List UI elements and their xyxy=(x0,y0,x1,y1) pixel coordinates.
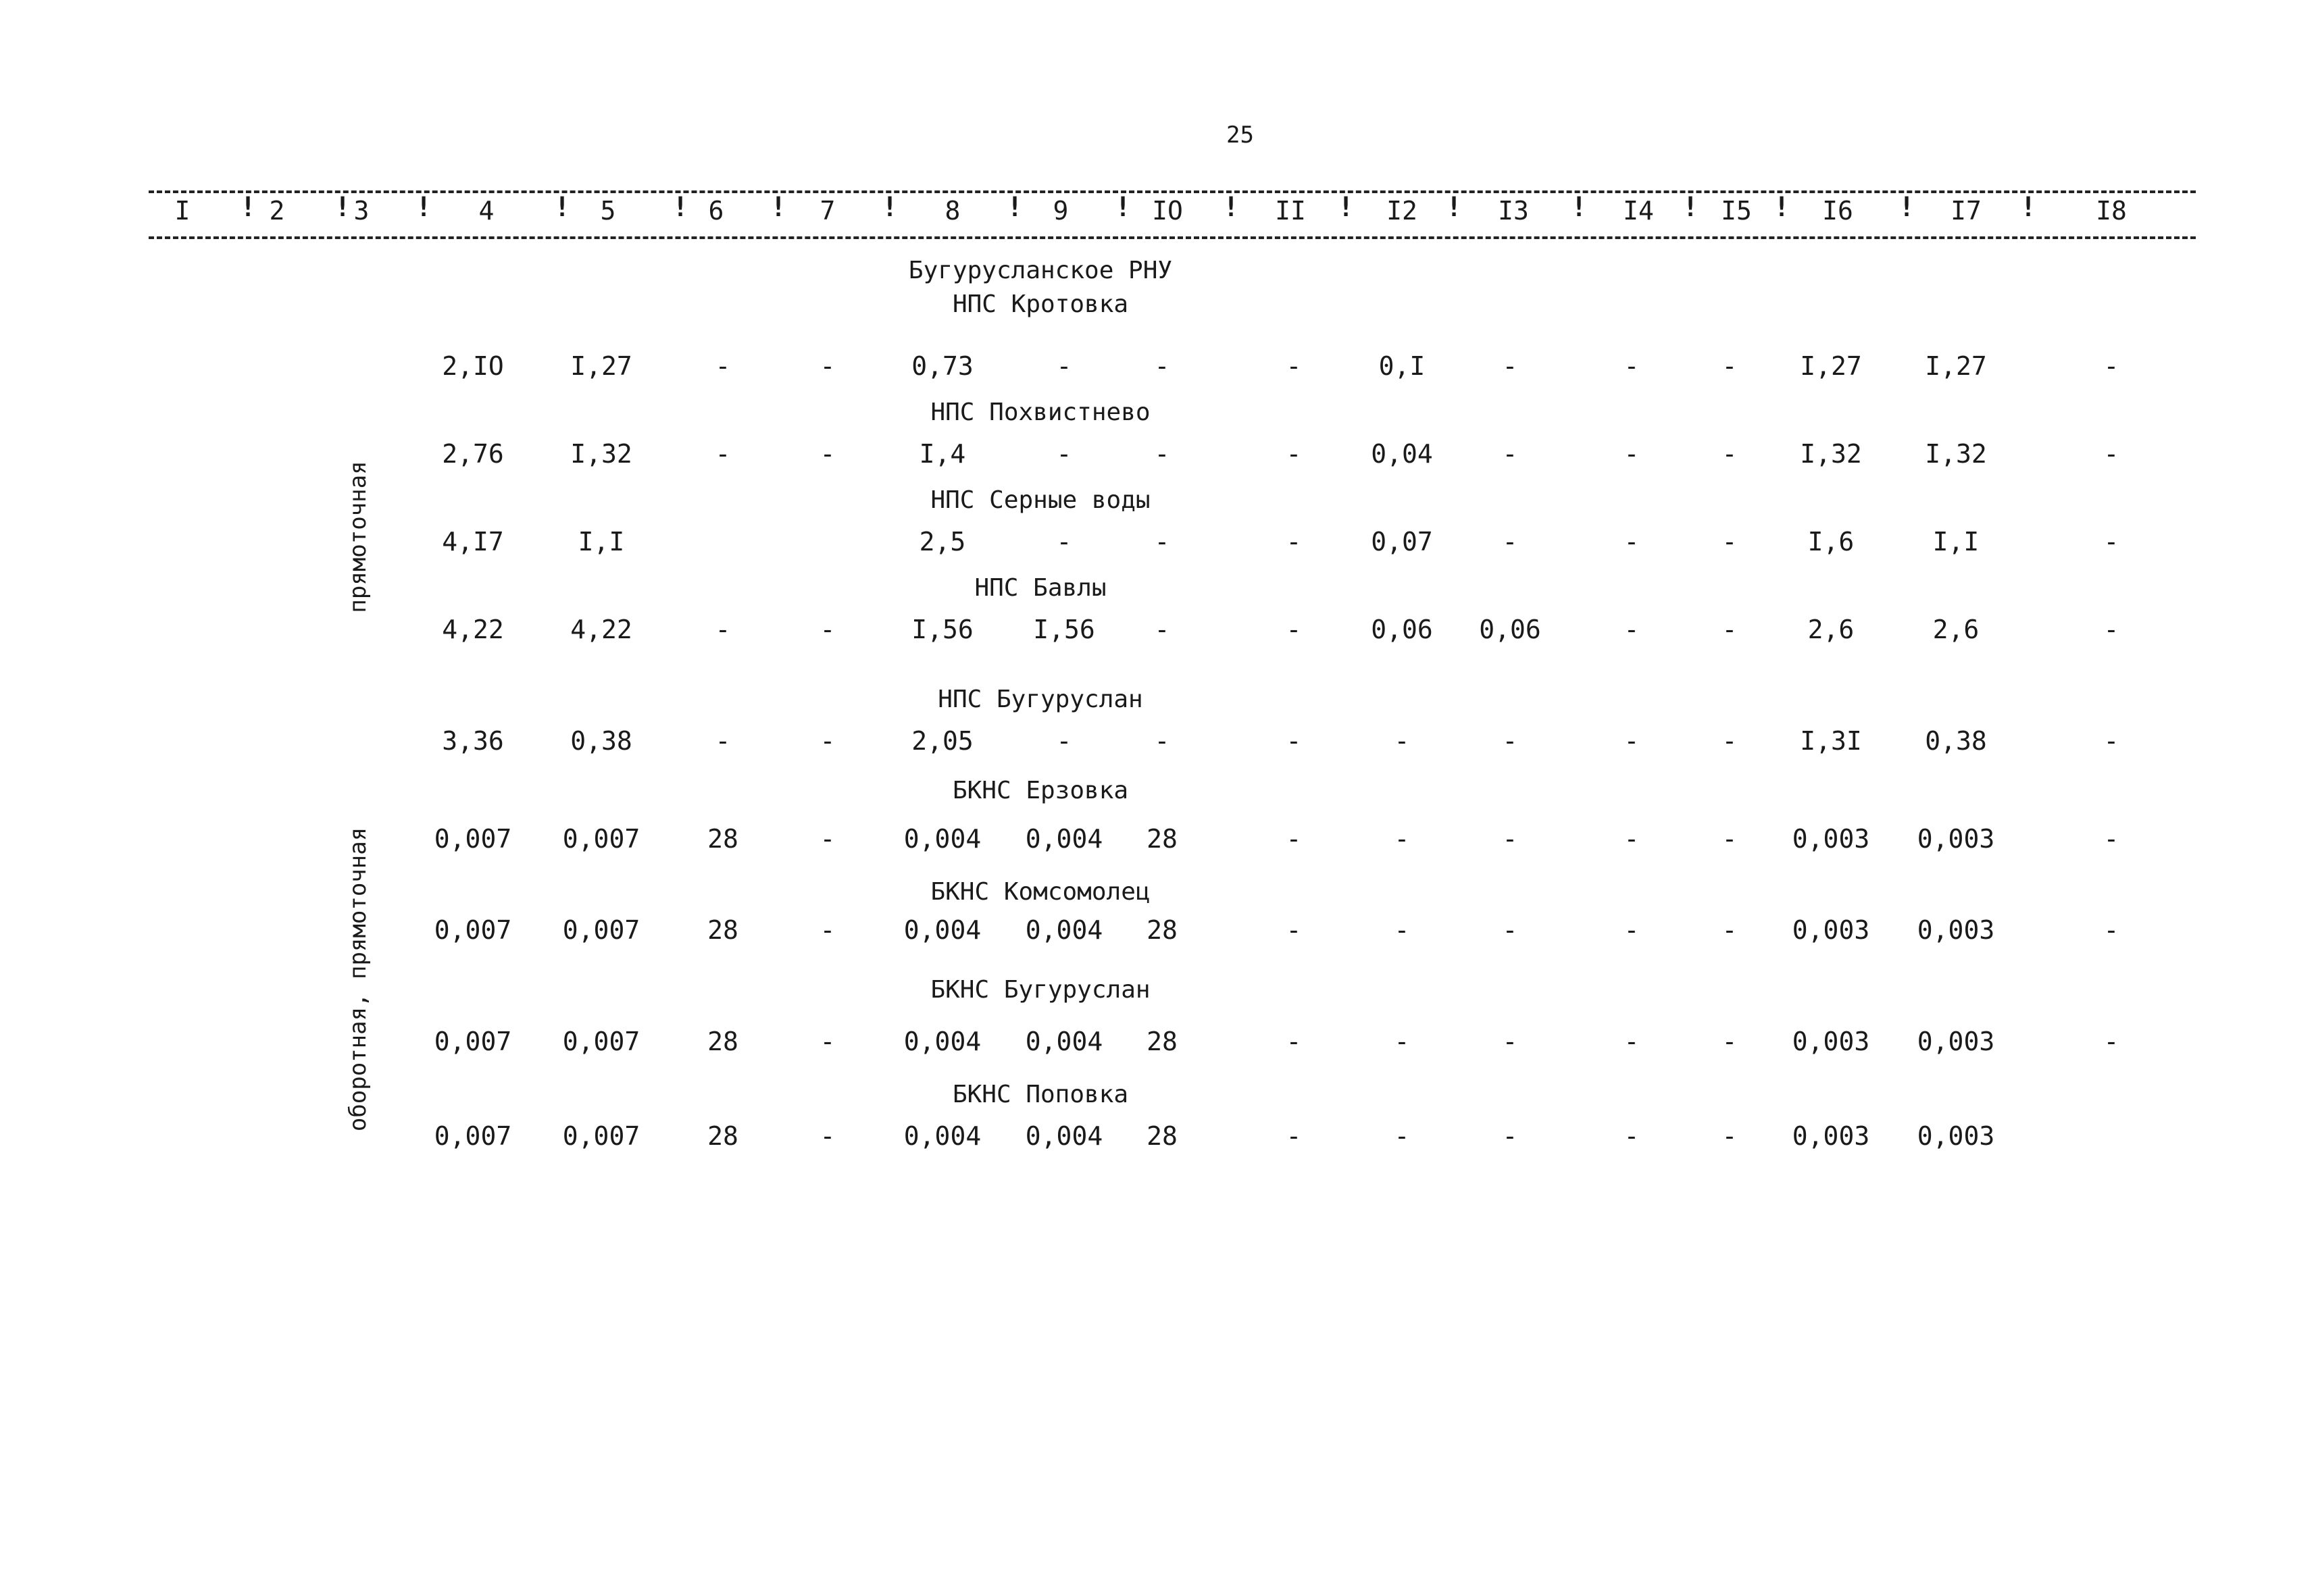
column-header: I4 xyxy=(1623,196,1654,226)
table-cell: I,32 xyxy=(1925,439,1987,469)
column-separator: ! xyxy=(882,192,899,223)
table-cell: 0,004 xyxy=(1025,824,1103,854)
table-cell: - xyxy=(1624,1121,1640,1151)
table-cell: - xyxy=(2103,351,2119,381)
table-cell: - xyxy=(1154,351,1170,381)
table-cell: 0,007 xyxy=(434,915,512,945)
column-header: 3 xyxy=(353,196,370,226)
table-cell: 0,007 xyxy=(562,1121,640,1151)
table-cell: - xyxy=(1624,726,1640,756)
column-separator: ! xyxy=(416,192,432,223)
table-cell: 0,003 xyxy=(1917,1027,1995,1056)
table-cell: - xyxy=(1624,615,1640,644)
table-cell: - xyxy=(1394,1121,1410,1151)
section-title: НПС Бугуруслан xyxy=(938,686,1143,713)
table-cell: 0,003 xyxy=(1792,1027,1870,1056)
table-cell: - xyxy=(1154,527,1170,557)
table-cell: - xyxy=(1286,351,1302,381)
column-separator: ! xyxy=(1898,192,1915,223)
column-separator: ! xyxy=(1571,192,1588,223)
table-cell: 28 xyxy=(1147,1121,1178,1151)
table-cell: 0,004 xyxy=(1025,1027,1103,1056)
column-separator: ! xyxy=(1115,192,1132,223)
table-cell: - xyxy=(820,1121,836,1151)
table-cell: - xyxy=(1056,527,1072,557)
section-title: БКНС Ерзовка xyxy=(952,777,1129,804)
table-cell: - xyxy=(820,824,836,854)
table-cell: 0,003 xyxy=(1792,824,1870,854)
table-cell: - xyxy=(2103,615,2119,644)
column-header: 6 xyxy=(708,196,724,226)
table-cell: 0,003 xyxy=(1792,915,1870,945)
table-cell: 0,003 xyxy=(1917,915,1995,945)
table-cell: - xyxy=(2103,439,2119,469)
table-cell: - xyxy=(820,915,836,945)
table-cell: - xyxy=(1721,824,1738,854)
section-title: НПС Кротовка xyxy=(952,290,1129,318)
table-cell: 0,003 xyxy=(1917,824,1995,854)
table-cell: 0,73 xyxy=(911,351,974,381)
table-cell: - xyxy=(715,615,731,644)
table-cell: - xyxy=(1286,439,1302,469)
table-cell: 28 xyxy=(707,915,738,945)
table-cell: - xyxy=(1056,351,1072,381)
table-cell: I,4 xyxy=(919,439,966,469)
section-title: БКНС Поповка xyxy=(952,1081,1129,1108)
table-cell: - xyxy=(1154,439,1170,469)
table-cell: - xyxy=(1286,1121,1302,1151)
column-header: I2 xyxy=(1386,196,1417,226)
table-cell: - xyxy=(2103,915,2119,945)
table-cell: 0,003 xyxy=(1917,1121,1995,1151)
table-cell: I,27 xyxy=(570,351,632,381)
table-cell: - xyxy=(1286,824,1302,854)
table-cell: - xyxy=(1394,1027,1410,1056)
column-header: 9 xyxy=(1053,196,1069,226)
table-cell: I,I xyxy=(578,527,625,557)
table-cell: - xyxy=(1502,1121,1518,1151)
table-cell: 0,007 xyxy=(434,1121,512,1151)
table-cell: 4,22 xyxy=(442,615,504,644)
table-cell: - xyxy=(1624,915,1640,945)
table-cell: 2,6 xyxy=(1807,615,1855,644)
table-cell: I,56 xyxy=(911,615,974,644)
column-header: 2 xyxy=(269,196,285,226)
table-cell: - xyxy=(820,726,836,756)
group-label-circulating-direct: оборотная, прямоточная xyxy=(345,827,372,1132)
column-header: IO xyxy=(1152,196,1183,226)
table-cell: - xyxy=(1286,615,1302,644)
table-cell: - xyxy=(1502,439,1518,469)
table-cell: - xyxy=(1286,1027,1302,1056)
column-header: 8 xyxy=(945,196,961,226)
section-title: Бугурусланское РНУ xyxy=(908,257,1173,284)
section-title: НПС Похвистнево xyxy=(930,398,1151,426)
table-cell: - xyxy=(1286,527,1302,557)
table-cell: - xyxy=(1394,726,1410,756)
table-cell: - xyxy=(1624,824,1640,854)
table-cell: 0,38 xyxy=(1925,726,1987,756)
column-separator: ! xyxy=(1774,192,1790,223)
table-cell: - xyxy=(1624,1027,1640,1056)
table-cell: 0,06 xyxy=(1371,615,1433,644)
section-title: НПС Серные воды xyxy=(930,486,1151,514)
table-cell: - xyxy=(1502,527,1518,557)
table-cell: I,27 xyxy=(1800,351,1862,381)
table-cell: - xyxy=(1721,1027,1738,1056)
column-separator: ! xyxy=(1682,192,1699,223)
table-cell: - xyxy=(715,726,731,756)
table-cell: - xyxy=(2103,1027,2119,1056)
table-cell: 2,6 xyxy=(1932,615,1980,644)
table-cell: - xyxy=(2103,824,2119,854)
section-title: НПС Бавлы xyxy=(974,574,1107,602)
table-cell: - xyxy=(1056,439,1072,469)
column-header: I7 xyxy=(1951,196,1982,226)
column-separator: ! xyxy=(240,192,257,223)
table-cell: 0,04 xyxy=(1371,439,1433,469)
table-cell: - xyxy=(1394,915,1410,945)
table-cell: - xyxy=(1721,439,1738,469)
table-cell: - xyxy=(820,351,836,381)
table-header xyxy=(0,192,2314,230)
table-cell: 0,38 xyxy=(570,726,632,756)
header-top-rule xyxy=(149,190,2196,193)
table-cell: 2,76 xyxy=(442,439,504,469)
table-cell: 2,IO xyxy=(442,351,504,381)
table-cell: 0,004 xyxy=(903,1121,982,1151)
column-separator: ! xyxy=(554,192,571,223)
column-header: II xyxy=(1275,196,1306,226)
table-cell: 0,004 xyxy=(903,1027,982,1056)
table-cell: - xyxy=(1154,615,1170,644)
column-header: 7 xyxy=(820,196,836,226)
table-cell: 0,004 xyxy=(1025,1121,1103,1151)
table-cell: 28 xyxy=(1147,915,1178,945)
table-cell: 0,007 xyxy=(562,824,640,854)
table-cell: - xyxy=(1502,824,1518,854)
column-separator: ! xyxy=(672,192,689,223)
table-cell: 0,007 xyxy=(434,1027,512,1056)
table-cell: - xyxy=(820,615,836,644)
column-header: I3 xyxy=(1498,196,1529,226)
table-cell: 0,07 xyxy=(1371,527,1433,557)
table-cell: - xyxy=(1286,726,1302,756)
table-cell: 4,22 xyxy=(570,615,632,644)
header-bottom-rule xyxy=(149,236,2196,239)
table-cell: I,I xyxy=(1932,527,1980,557)
column-separator: ! xyxy=(770,192,787,223)
table-cell: 2,5 xyxy=(919,527,966,557)
table-cell: - xyxy=(2103,527,2119,557)
page-number: 25 xyxy=(1226,122,1254,149)
column-header: I5 xyxy=(1721,196,1752,226)
table-cell: 4,I7 xyxy=(442,527,504,557)
table-cell: - xyxy=(715,439,731,469)
column-separator: ! xyxy=(1223,192,1240,223)
table-cell: - xyxy=(1286,915,1302,945)
section-title: БКНС Бугуруслан xyxy=(930,976,1151,1004)
table-cell: 0,004 xyxy=(1025,915,1103,945)
column-header: 4 xyxy=(478,196,495,226)
table-cell: - xyxy=(1721,915,1738,945)
table-cell: - xyxy=(820,439,836,469)
table-cell: - xyxy=(1721,615,1738,644)
table-cell: I,56 xyxy=(1033,615,1095,644)
table-cell: I,32 xyxy=(570,439,632,469)
table-cell: I,27 xyxy=(1925,351,1987,381)
table-cell: - xyxy=(1502,726,1518,756)
column-header: I xyxy=(174,196,191,226)
table-cell: 0,007 xyxy=(562,915,640,945)
table-cell: - xyxy=(715,351,731,381)
section-title: БКНС Комсомолец xyxy=(930,878,1151,906)
table-cell: - xyxy=(1624,527,1640,557)
table-cell: - xyxy=(1721,1121,1738,1151)
table-cell: 0,003 xyxy=(1792,1121,1870,1151)
column-header: 5 xyxy=(600,196,616,226)
column-separator: ! xyxy=(1007,192,1024,223)
column-header: I8 xyxy=(2096,196,2127,226)
table-cell: 0,004 xyxy=(903,824,982,854)
table-cell: I,32 xyxy=(1800,439,1862,469)
group-label-direct-flow: прямоточная xyxy=(345,461,372,613)
column-header: I6 xyxy=(1822,196,1853,226)
table-cell: 0,007 xyxy=(562,1027,640,1056)
table-cell: - xyxy=(1502,351,1518,381)
table-cell: - xyxy=(1721,726,1738,756)
table-cell: 2,05 xyxy=(911,726,974,756)
table-cell: - xyxy=(1721,527,1738,557)
table-cell: 3,36 xyxy=(442,726,504,756)
table-cell: 28 xyxy=(1147,824,1178,854)
table-cell: - xyxy=(1154,726,1170,756)
column-separator: ! xyxy=(1338,192,1355,223)
table-cell: 0,I xyxy=(1378,351,1426,381)
table-cell: - xyxy=(1502,1027,1518,1056)
table-cell: - xyxy=(1056,726,1072,756)
table-cell: 0,06 xyxy=(1479,615,1541,644)
table-cell: - xyxy=(2103,726,2119,756)
column-separator: ! xyxy=(2020,192,2037,223)
table-cell: 28 xyxy=(707,1121,738,1151)
table-cell: I,6 xyxy=(1807,527,1855,557)
column-separator: ! xyxy=(334,192,351,223)
table-cell: 28 xyxy=(707,1027,738,1056)
table-cell: - xyxy=(820,1027,836,1056)
column-separator: ! xyxy=(1446,192,1463,223)
table-cell: - xyxy=(1624,439,1640,469)
table-cell: 0,007 xyxy=(434,824,512,854)
table-cell: - xyxy=(1721,351,1738,381)
table-cell: - xyxy=(1502,915,1518,945)
table-cell: I,3I xyxy=(1800,726,1862,756)
table-cell: - xyxy=(1394,824,1410,854)
table-cell: - xyxy=(1624,351,1640,381)
table-cell: 28 xyxy=(707,824,738,854)
table-cell: 28 xyxy=(1147,1027,1178,1056)
table-cell: 0,004 xyxy=(903,915,982,945)
